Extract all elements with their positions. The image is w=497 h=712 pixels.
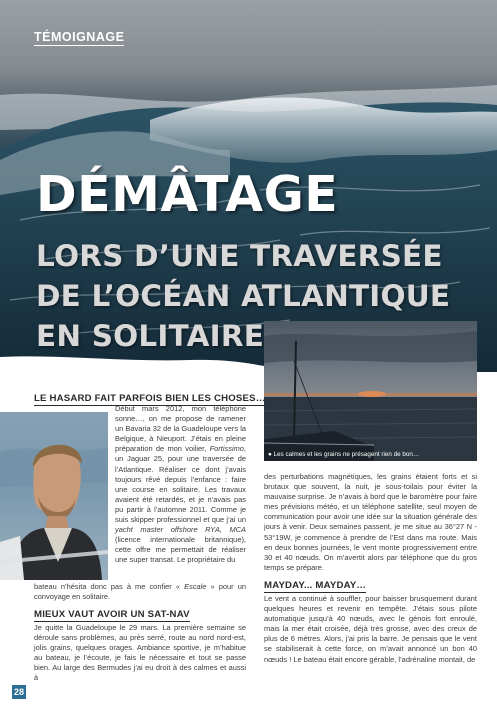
paragraph-satnav: Je quitte la Guadeloupe le 29 mars. La première semaine se déroule sans problèmes, au près serré, route au nord nord-est, jolis grains, quelques orages. Ambiance sportive, je m’habitue au bateau, je l’écoute, je fais le nécessaire et tout se passe bien. Au large des Bermudes j’ai eu droit à des calmes et aussi à: [34, 623, 246, 683]
subtitle-line-2: DE L’OCÉAN ATLANTIQUE: [36, 279, 451, 313]
boat-name-escale: Escale: [184, 582, 207, 591]
subtitle-line-1: LORS D’UNE TRAVERSÉE: [36, 239, 443, 273]
subtitle-line-3: EN SOLITAIRE: [36, 319, 265, 353]
portrait-illustration: [0, 412, 108, 580]
skipper-portrait: [0, 412, 108, 580]
paragraph-mayday: Le vent a continué à souffler, pour baisser brusquement durant quelques heures et revenir en tempête. J’étais sous pilote automatique jusqu’à 40 nœuds, avec le génois fort enroulé, mais la mer était croisée, déjà très grosse, avec des creux de plus de 6 mètres. Alors, j’ai pris la barre. Je pensais que le vent se stabiliserait à cette force, on m’avait annoncé un bon 40 nœuds ! Le bateau était encore gérable, l’adrénaline montait, de: [264, 594, 477, 664]
intro-text-c: (licence internationale britannique), cette offre me permettait de réaliser une super transat. Le propriétaire du: [115, 535, 246, 565]
weather-text-b: Deux semaines passent, je me situe au 36°27 N - 53°19W, je commence à prendre de l’Est dans ma route. Mais en deux bonnes journées, le vent monte progressivement entre 30 et 40 nœuds. On m’avertit alors par téléphone que du gros temps se prépare.: [264, 522, 477, 572]
article-title: DÉMÂTAGE: [36, 166, 339, 223]
weather-text-a: des perturbations magnétiques, les grains étaient forts et si brutaux que souvent, la nuit, je sous-toilais pour éviter la mauvaise surprise. Je n’avais à bord que le baromètre pour faire mes prévisions météo, et un téléphone satellite, seul moyen de communication pour avoir une idée sur la situation générale des jours à venir.: [264, 472, 477, 532]
sunset-illustration: [264, 321, 477, 461]
paragraph-intro-end: [34, 582, 246, 602]
intro-text-b: , un Jaguar 25, pour une traversée de l’Atlantique. Réaliser ce dont j’avais toujours rêvé depuis l’enfance : faire une course en solitaire. Les travaux avaient été retardés, et je n’avais pas pu partir à l’automne 2011. Comme je suis skipper professionnel et que j’ai un: [115, 444, 246, 525]
section-heading-hasard: LE HASARD FAIT PARFOIS BIEN LES CHOSES…: [34, 393, 266, 404]
sunset-sea-photo: [264, 321, 477, 461]
intro-text-a: Début mars 2012, mon téléphone sonne…, on me propose de ramener un Bavaria 32 de la Guadeloupe vers la Belgique, à Nieuport. J’étais en pleine préparation de mon voilier,: [115, 404, 246, 454]
section-heading-satnav: MIEUX VAUT AVOIR UN SAT-NAV: [34, 609, 190, 620]
intro-text-e: » pour un convoyage en solitaire.: [34, 582, 246, 602]
paragraph-intro: [115, 404, 246, 566]
section-kicker: TÉMOIGNAGE: [34, 30, 125, 44]
intro-text-d: bateau n’hésita donc pas à me confier «: [34, 582, 181, 591]
boat-name: Fortissimo: [209, 444, 244, 454]
page-number: 28: [13, 687, 24, 697]
paragraph-weather: [264, 472, 477, 573]
section-heading-mayday: MAYDAY... MAYDAY…: [264, 580, 367, 591]
photo-caption: ● Les calmes et les grains ne présagent rien de bon…: [268, 451, 420, 458]
certificate-name: yacht master offshore RYA, MCA: [115, 525, 246, 535]
